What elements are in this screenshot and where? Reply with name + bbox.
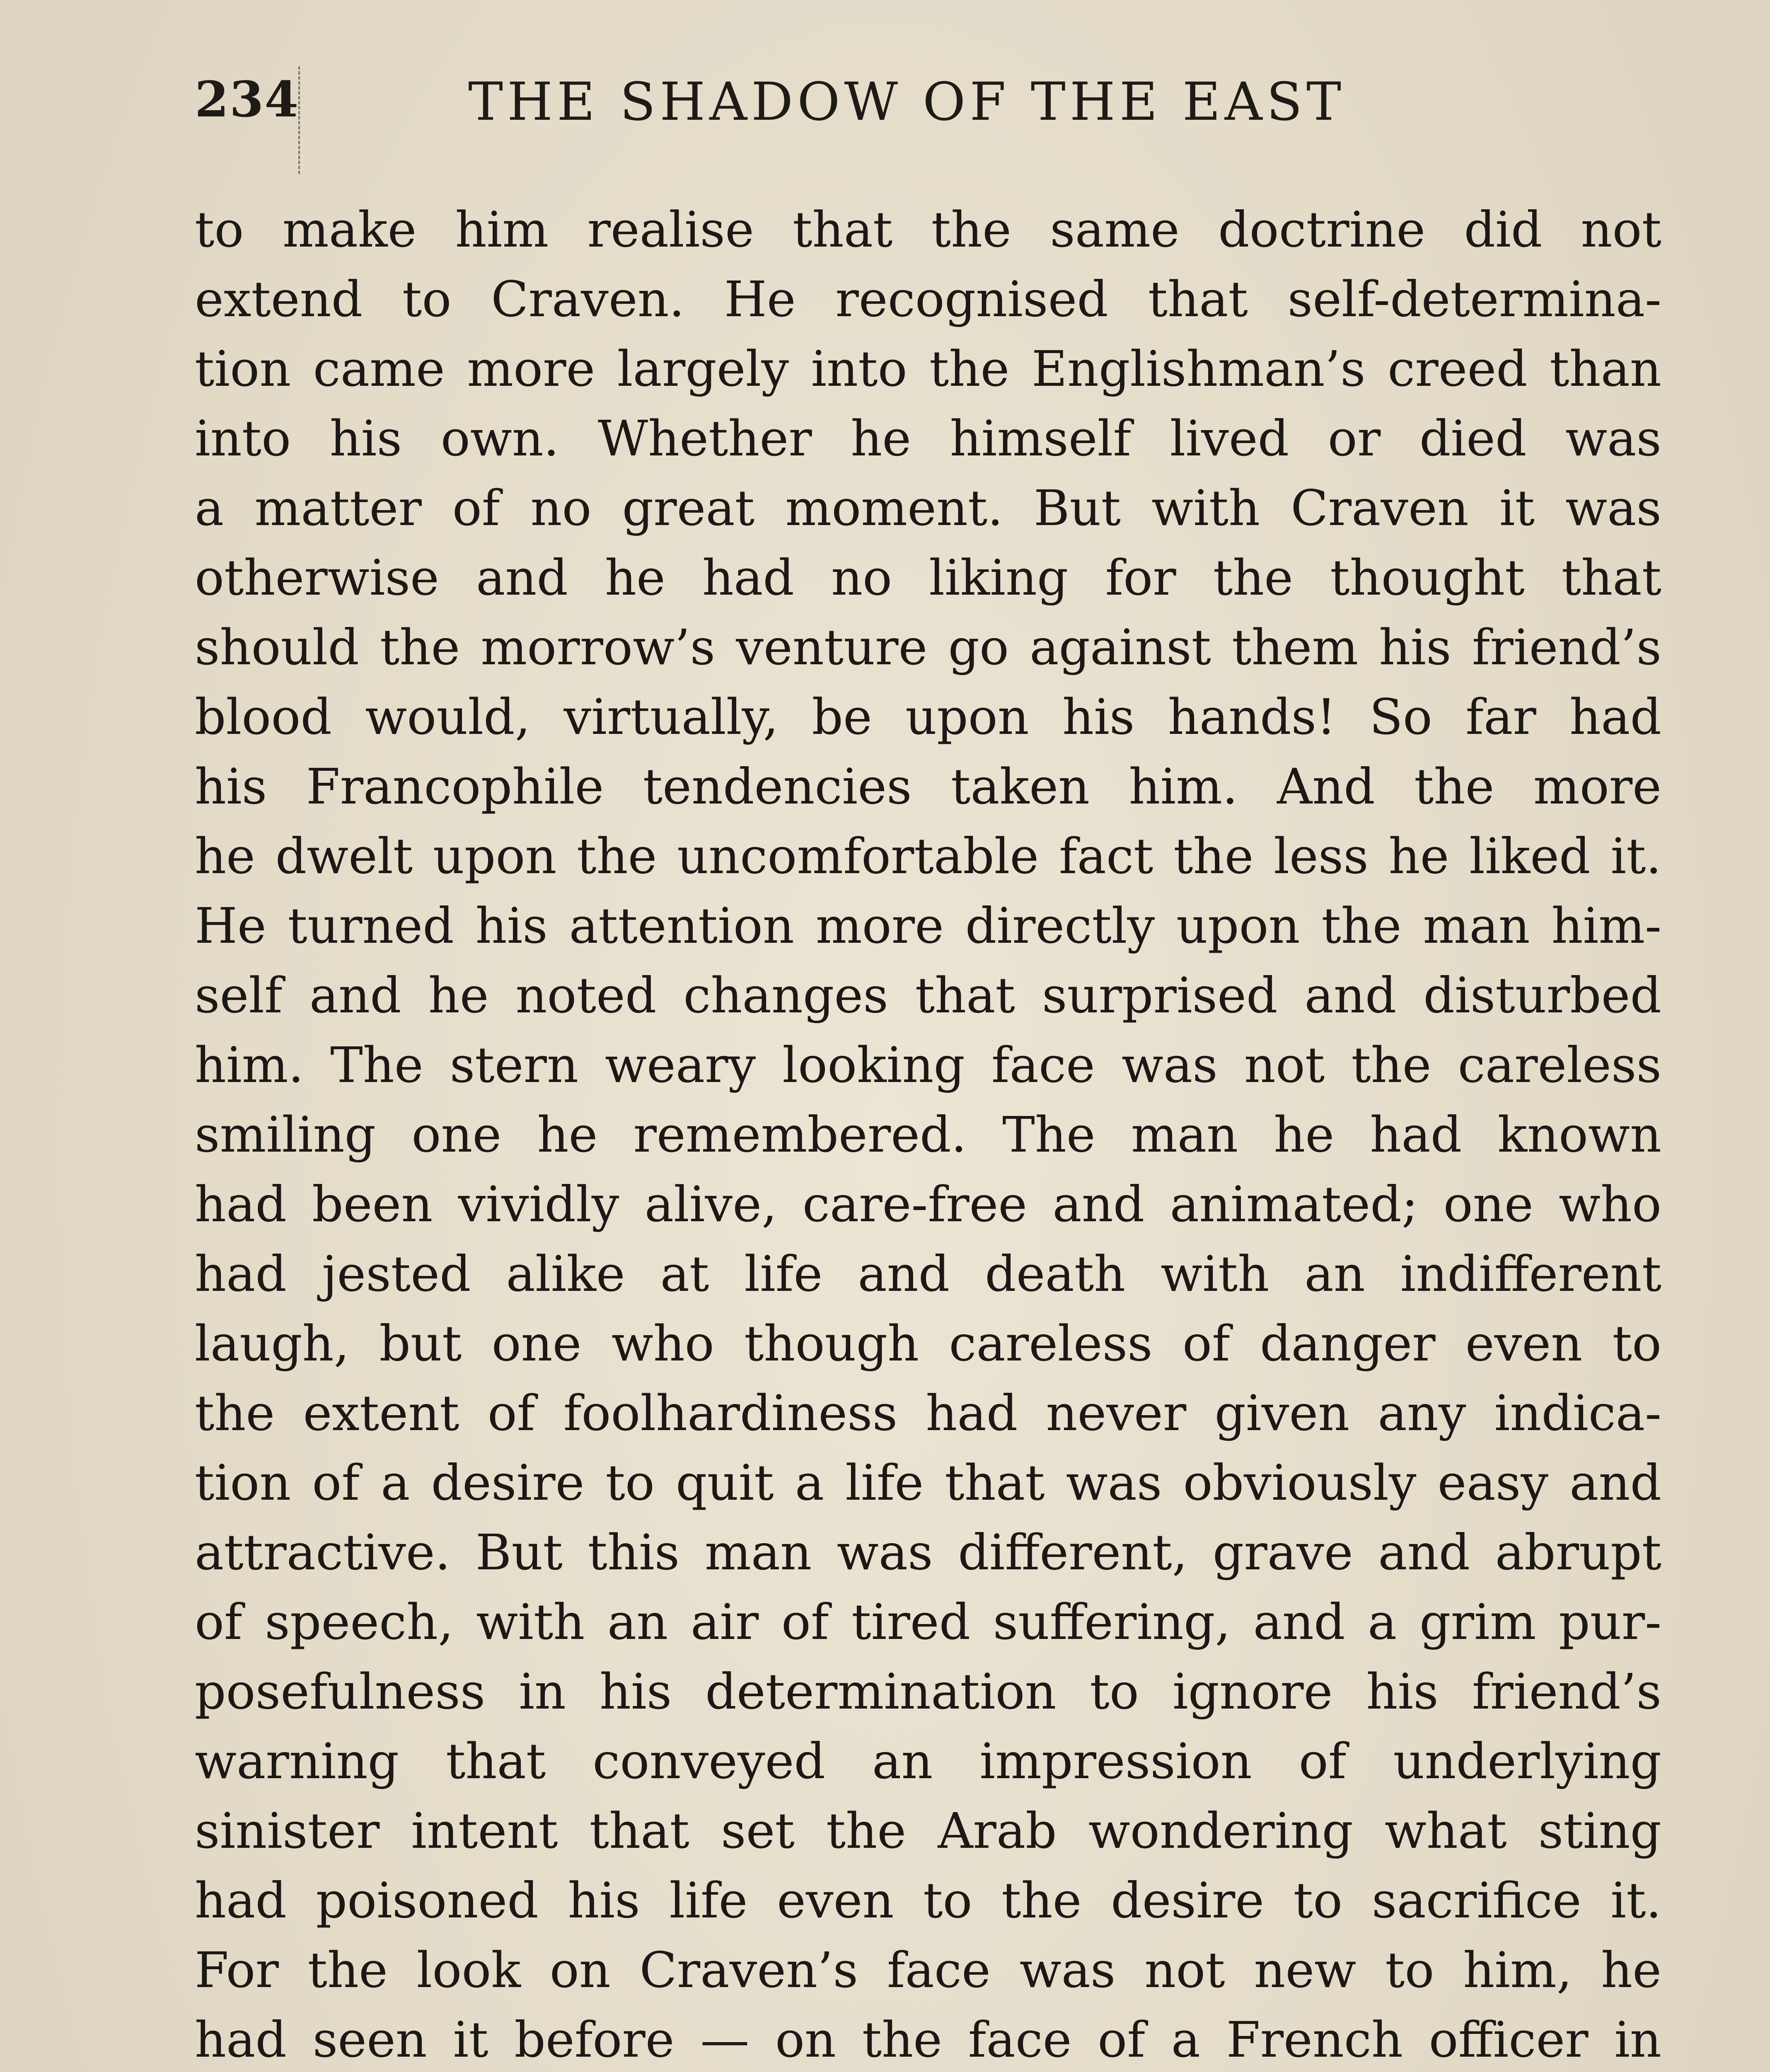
text-line: a matter of no great moment. But with Craven it was [195,479,1661,537]
text-line: should the morrow’s venture go against them his friend’s [195,619,1661,676]
text-line: of speech, with an air of tired suffering, and a grim pur- [195,1593,1661,1651]
text-line: to make him realise that the same doctrine did not [195,201,1661,258]
text-line: into his own. Whether he himself lived or died was [195,410,1661,467]
text-line: the extent of foolhardiness had never given any indica- [195,1385,1661,1442]
text-line: tion came more largely into the Englishman’s creed than [195,340,1661,397]
text-line: attractive. But this man was different, grave and abrupt [195,1524,1661,1581]
text-line: extend to Craven. He recognised that self-determina- [195,271,1661,328]
text-line: He turned his attention more directly upon the man him- [195,897,1661,954]
text-line: posefulness in his determination to ignore his friend’s [195,1663,1661,1720]
page-number: 234 [195,70,300,128]
text-line: him. The stern weary looking face was not the careless [195,1036,1661,1094]
text-line: tion of a desire to quit a life that was obviously easy and [195,1454,1661,1511]
text-line: otherwise and he had no liking for the thought that [195,549,1661,606]
margin-mark [298,66,306,174]
text-line: For the look on Craven’s face was not new to him, he [195,1941,1661,1999]
text-line: self and he noted changes that surprised and disturbed [195,967,1661,1024]
text-line: smiling one he remembered. The man he had known [195,1106,1661,1163]
text-line: had jested alike at life and death with an indifferent [195,1245,1661,1302]
text-line: warning that conveyed an impression of underlying [195,1733,1661,1790]
text-line: sinister intent that set the Arab wondering what sting [195,1802,1661,1859]
text-line: had poisoned his life even to the desire to sacrifice it. [195,1872,1661,1929]
book-title: THE SHADOW OF THE EAST [468,71,1346,132]
text-line: his Francophile tendencies taken him. And the more [195,758,1661,815]
text-line: had been vividly alive, care-free and animated; one who [195,1176,1661,1233]
text-line: blood would, virtually, be upon his hands! So far had [195,688,1661,746]
running-head [195,62,1646,137]
text-line: had seen it before — on the face of a French officer in [195,2011,1661,2068]
body-text [195,195,1661,2072]
text-line: he dwelt upon the uncomfortable fact the less he liked it. [195,828,1661,885]
text-line: laugh, but one who though careless of danger even to [195,1315,1661,1372]
